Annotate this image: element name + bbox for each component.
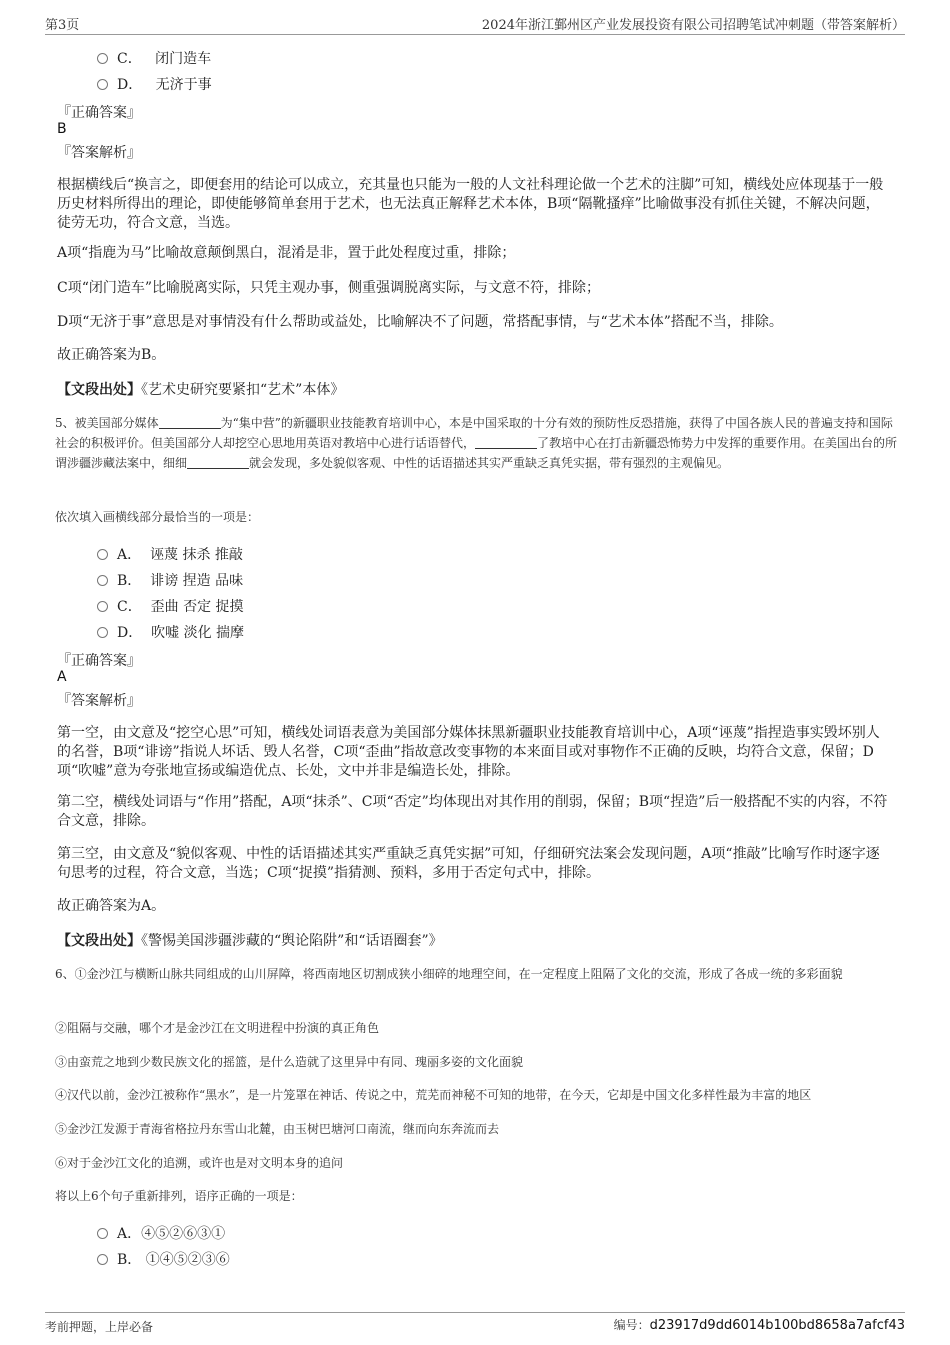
q4-source: 【文段出处】《艺术史研究要紧扣“艺术”本体》 [57,382,345,398]
radio-icon[interactable] [97,627,108,638]
fill-blank [187,456,249,469]
q4-answer: B [57,121,67,137]
q5-conclusion: 故正确答案为A。 [57,898,166,914]
radio-icon[interactable] [97,601,108,612]
q5-option-b[interactable]: B． 诽谤 捏造 品味 [97,570,243,590]
q5-prompt: 依次填入画横线部分最恰当的一项是： [55,510,260,524]
q4-option-d[interactable]: D． 无济于事 [97,74,212,94]
radio-icon[interactable] [97,1254,108,1265]
q6-sentence-3: ③由蛮荒之地到少数民族文化的摇篮，是什么造就了这里异中有同、瑰丽多姿的文化面貌 [55,1055,524,1069]
q5-source: 【文段出处】《警惕美国涉疆涉藏的“舆论陷阱”和“话语圈套”》 [57,933,443,949]
document-code: 编号：d23917d9dd6014b100bd8658a7afcf43 [613,1318,905,1333]
q4-analysis-paragraph: A项“指鹿为马”比喻故意颠倒黑白，混淆是非，置于此处程度过重，排除； [57,245,516,261]
page-number: 第3页 [45,18,80,33]
q4-analysis-paragraph: D项“无济于事”意思是对事情没有什么帮助或益处，比喻解决不了问题，常搭配事情，与“艺术本体”搭配不当，排除。 [57,314,783,330]
q5-analysis-paragraph: 第一空，由文意及“挖空心思”可知，横线处词语表意为美国部分媒体抹黑新疆职业技能教育培训中心，A项“诬蔑”指捏造事实毁坏别人的名誉，B项“诽谤”指说人坏话、毁人名誉，C项“歪曲”指故意改变事物的本来面目或对事物作不正确的反映，均符合文意，保留；D项“吹嘘”意为夸张地宣扬或编造优点、长处，文中并非是编造长处，排除。 [57,725,880,779]
q5-stem: 5、被美国部分媒体 为“集中营”的新疆职业技能教育培训中心，本是中国采取的十分有效的预防性反恐措施，获得了中国各族人民的普遍支持和国际社会的积极评价。但美国部分人却挖空心思地用英语对教培中心进行话语替代， 了教培中心在打击新疆恐怖势力中发挥的重要作用。在美国出台的所谓涉疆涉藏法案中，细细 就会发现，多处貌似客观、中性的话语描述其实严重缺乏真凭实据，带有强烈的主观偏见。 [55,416,898,470]
radio-icon[interactable] [97,79,108,90]
q6-option-b[interactable]: B． ①④⑤②③⑥ [97,1249,230,1269]
q5-option-a[interactable]: A． 诬蔑 抹杀 推敲 [97,544,243,564]
page-header [45,12,905,35]
q4-option-c[interactable]: C． 闭门造车 [97,48,211,68]
radio-icon[interactable] [97,575,108,586]
q6-sentence-1: 6、①金沙江与横断山脉共同组成的山川屏障，将西南地区切割成狭小细碎的地理空间，在一定程度上阻隔了文化的交流，形成了各成一统的多彩面貌 [55,967,843,981]
q6-sentence-5: ⑤金沙江发源于青海省格拉丹东雪山北麓，由玉树巴塘河口南流，继而向东奔流而去 [55,1122,500,1136]
radio-icon[interactable] [97,1228,108,1239]
q4-analysis-label: 『答案解析』 [57,145,141,161]
radio-icon[interactable] [97,549,108,560]
q6-prompt: 将以上6个句子重新排列，语序正确的一项是： [55,1189,303,1203]
q6-option-a[interactable]: A．④⑤②⑥③① [97,1223,225,1243]
q5-analysis-paragraph: 第二空，横线处词语与“作用”搭配，A项“抹杀”、C项“否定”均体现出对其作用的削弱，保留；B项“捏造”后一般搭配不实的内容，不符合文意，排除。 [57,794,888,829]
fill-blank [159,416,221,429]
q4-conclusion: 故正确答案为B。 [57,347,166,363]
q5-answer-label: 『正确答案』 [57,653,141,669]
q6-sentence-4: ④汉代以前，金沙江被称作“黑水”，是一片笼罩在神话、传说之中，荒芜而神秘不可知的地带，在今天，它却是中国文化多样性最为丰富的地区 [55,1088,812,1102]
q6-sentence-6: ⑥对于金沙江文化的追溯，或许也是对文明本身的追问 [55,1156,344,1170]
footer-slogan: 考前押题，上岸必备 [45,1320,154,1334]
q4-analysis-paragraph: C项“闭门造车”比喻脱离实际，只凭主观办事，侧重强调脱离实际，与文意不符，排除； [57,280,601,296]
q4-answer-label: 『正确答案』 [57,105,141,121]
q5-option-c[interactable]: C． 歪曲 否定 捉摸 [97,596,244,616]
fill-blank [475,436,537,449]
radio-icon[interactable] [97,53,108,64]
q5-answer: A [57,669,67,685]
q5-analysis-paragraph: 第三空，由文意及“貌似客观、中性的话语描述其实严重缺乏真凭实据”可知，仔细研究法案会发现问题，A项“推敲”比喻写作时逐字逐句思考的过程，符合文意，当选；C项“捉摸”指猜测、预料，多用于否定句式中，排除。 [57,846,880,881]
page-footer [45,1312,905,1337]
q4-analysis-paragraph: 根据横线后“换言之，即便套用的结论可以成立，充其量也只能为一般的人文社科理论做一个艺术的注脚”可知，横线处应体现基于一般历史材料所得出的理论，即使能够简单套用于艺术，也无法真正解释艺术本体，B项“隔靴搔痒”比喻做事没有抓住关键，不解决问题，徒劳无功，符合文意，当选。 [57,177,884,231]
q5-option-d[interactable]: D． 吹嘘 淡化 揣摩 [97,622,244,642]
q5-analysis-label: 『答案解析』 [57,693,141,709]
document-title: 2024年浙江鄞州区产业发展投资有限公司招聘笔试冲刺题（带答案解析） [481,18,905,33]
q6-sentence-2: ②阻隔与交融，哪个才是金沙江在文明进程中扮演的真正角色 [55,1021,380,1035]
